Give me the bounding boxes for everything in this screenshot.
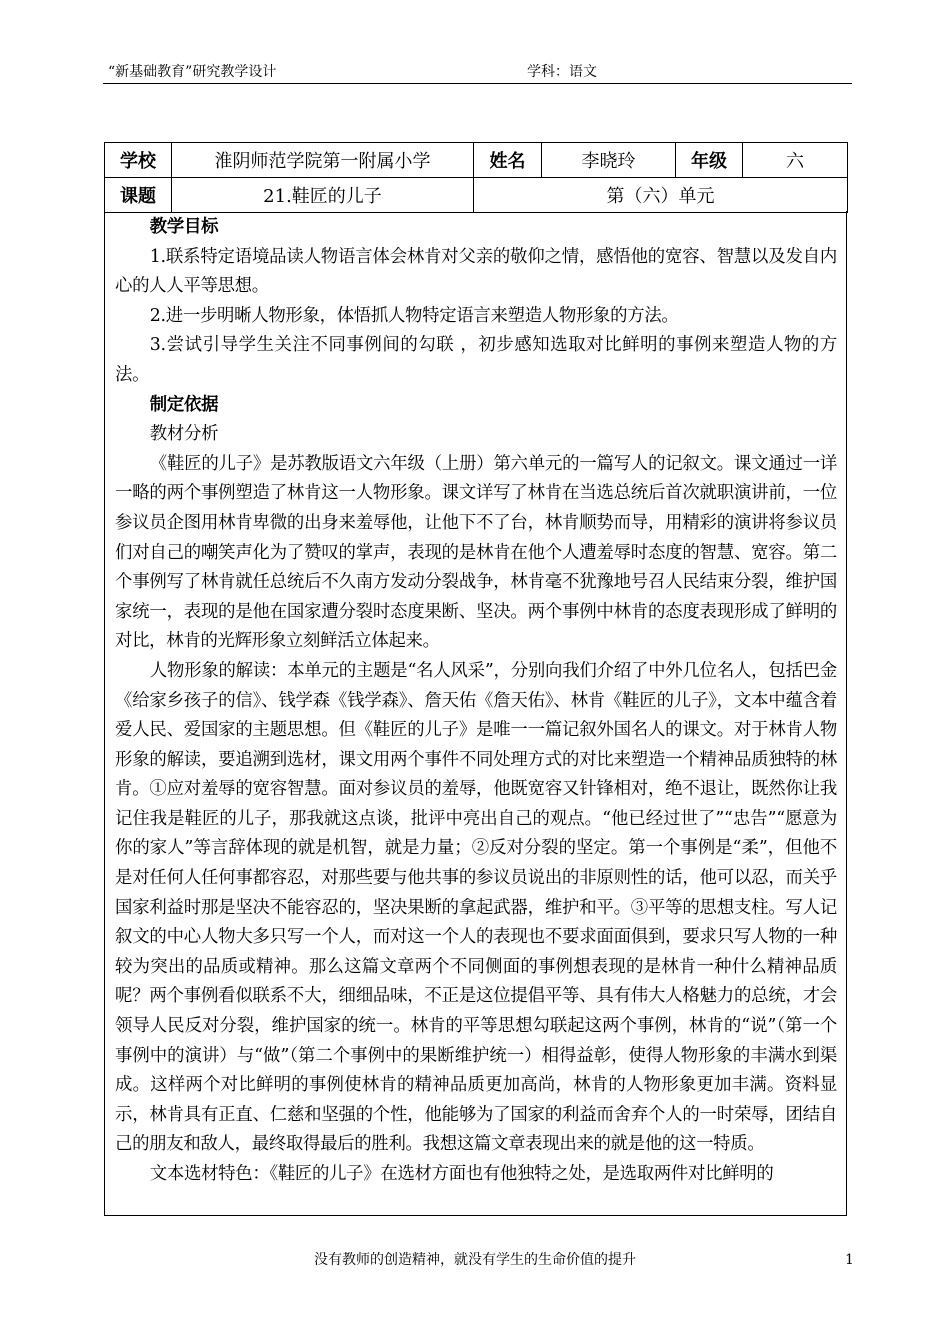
info-table <box>104 142 848 213</box>
content-paragraph: 1.联系特定语境品读人物语言体会林肯对父亲的敬仰之情，感悟他的宽容、智慧以及发自内心的人人平等思想。 <box>115 246 837 297</box>
header-divider <box>103 83 852 84</box>
header-subject: 学科：语文 <box>527 64 597 80</box>
lesson-content-box <box>104 211 847 1216</box>
content-paragraph: 2.进一步明晰人物形象，体悟抓人物特定语言来塑造人物形象的方法。 <box>149 305 679 326</box>
lesson-content <box>105 211 846 1190</box>
name-label: 姓名 <box>474 143 542 178</box>
section-heading: 制定依据 <box>149 394 219 415</box>
content-paragraph: 《鞋匠的儿子》是苏教版语文六年级（上册）第六单元的一篇写人的记叙文。课文通过一详一略的两个事例塑造了林肯这一人物形象。课文详写了林肯在当选总统后首次就职演讲前，一位参议员企图用林肯卑微的出身来羞辱他，让他下不了台，林肯顺势而导，用精彩的演讲将参议员们对自己的嘲笑声化为了赞叹的掌声，表现的是林肯在他个人遭羞辱时态度的智慧、宽容。第二个事例写了林肯就任总统后不久南方发动分裂战争，林肯毫不犹豫地号召人民结束分裂，维护国家统一，表现的是他在国家遭分裂时态度果断、坚决。两个事例中林肯的态度表现形成了鲜明的对比，林肯的光辉形象立刻鲜活立体起来。 <box>115 453 837 652</box>
section-heading: 教学目标 <box>149 217 219 237</box>
content-paragraph: 文本选材特色：《鞋匠的儿子》在选材方面也有他独特之处，是选取两件对比鲜明的 <box>149 1164 774 1184</box>
info-row-school <box>105 143 848 178</box>
school-label: 学校 <box>105 143 172 178</box>
content-paragraph: 3.尝试引导学生关注不同事例间的勾联 ，初步感知选取对比鲜明的事例来塑造人物的方法。 <box>115 335 837 385</box>
topic-value: 21.鞋匠的儿子 <box>172 178 474 213</box>
content-paragraph: 教材分析 <box>149 424 219 445</box>
page-number: 1 <box>845 1252 854 1268</box>
footer-motto: 没有教师的创造精神，就没有学生的生命价值的提升 <box>314 1252 636 1268</box>
name-value: 李晓玲 <box>542 143 676 178</box>
topic-label: 课题 <box>105 178 172 213</box>
grade-label: 年级 <box>676 143 743 178</box>
grade-value: 六 <box>743 143 848 178</box>
header-title: “新基础教育”研究教学设计 <box>108 64 277 80</box>
school-value: 淮阴师范学院第一附属小学 <box>172 143 474 178</box>
content-paragraph: 人物形象的解读：本单元的主题是“名人风采”，分别向我们介绍了中外几位名人，包括巴金《给家乡孩子的信》、钱学森《钱学森》、詹天佑《詹天佑》、林肯《鞋匠的儿子》，文本中蕴含着爱人民、爱国家的主题思想。但《鞋匠的儿子》是唯一一篇记叙外国名人的课文。对于林肯人物形象的解读，要追溯到选材，课文用两个事件不同处理方式的对比来塑造一个精神品质独特的林肯。①应对羞辱的宽容智慧。面对参议员的羞辱，他既宽容又针锋相对，绝不退让，既然你让我记住我是鞋匠的儿子，那我就这点谈，批评中亮出自己的观点。“他已经过世了”“忠告”“愿意为你的家人”等言辞体现的就是机智，就是力量；②反对分裂的坚定。第一个事例是“柔”，但他不是对任何人任何事都容忍，对那些要与他共事的参议员说出的非原则性的话，他可以忍，而关乎国家利益时那是坚决不能容忍的，坚决果断的拿起武器，维护和平。③平等的思想支柱。写人记叙文的中心人物大多只写一个人，而对这一个人的表现也不要求面面俱到，要求只写人物的一种较为突出的品质或精神。那么这篇文章两个不同侧面的事例想表现的是林肯一种什么精神品质呢？两个事例看似联系不大，细细品味，不正是这位提倡平等、具有伟大人格魅力的总统，才会领导人民反对分裂，维护国家的统一。林肯的平等思想勾联起这两个事例，林肯的“说”（第一个事例中的演讲）与“做”（第二个事例中的果断维护统一）相得益彰，使得人物形象的丰满水到渠成。这样两个对比鲜明的事例使林肯的精神品质更加高尚，林肯的人物形象更加丰满。资料显示，林肯具有正直、仁慈和坚强的个性，他能够为了国家的利益而舍弃个人的一时荣辱，团结自己的朋友和敌人，最终取得最后的胜利。我想这篇文章表现出来的就是他的这一特质。 <box>115 660 837 1155</box>
info-row-topic <box>105 178 848 213</box>
unit-value: 第（六）单元 <box>474 178 848 213</box>
